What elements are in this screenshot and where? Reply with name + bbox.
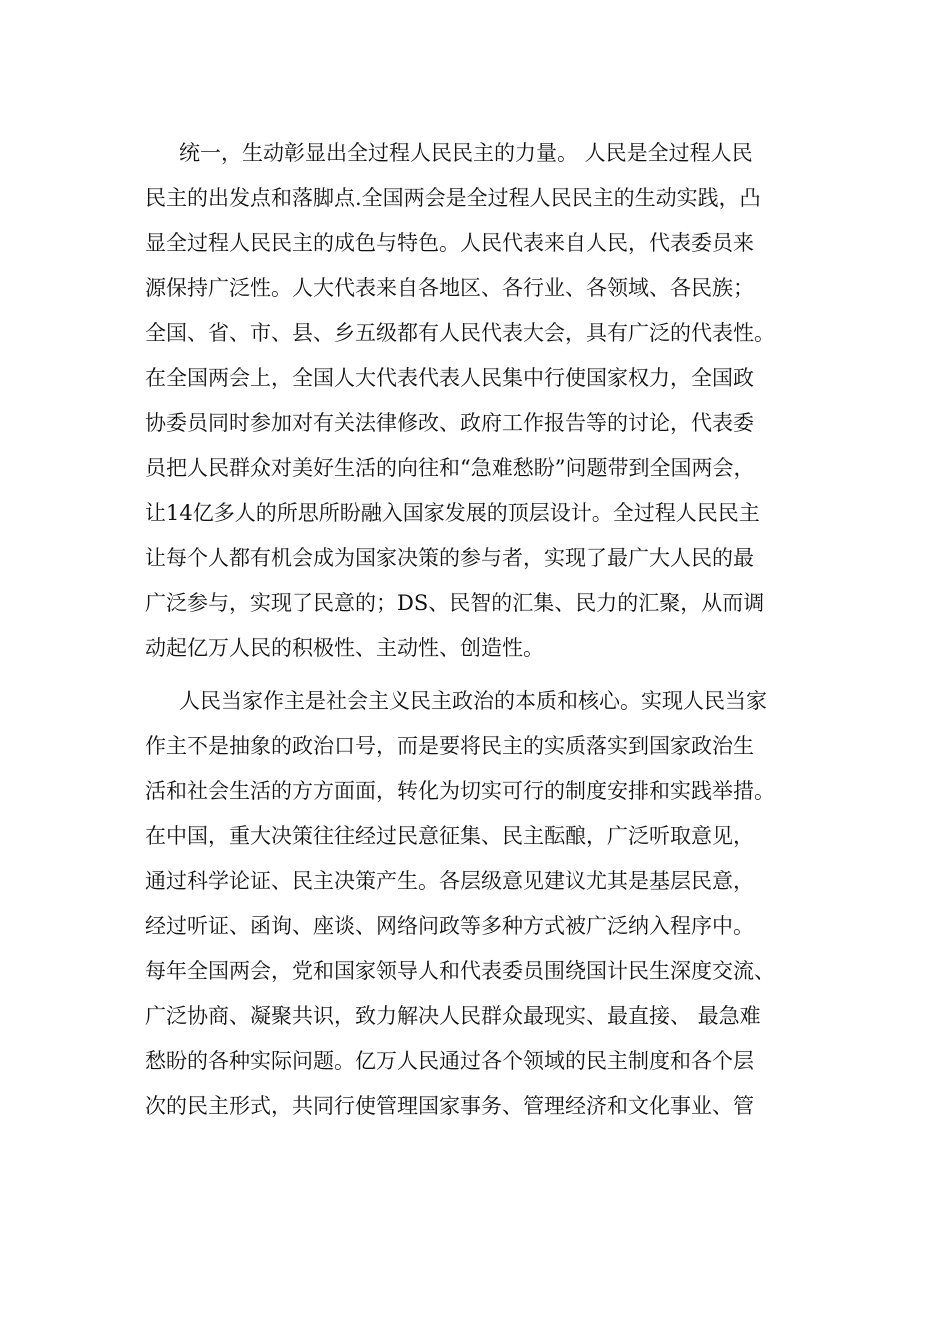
paragraph-2 [145, 679, 835, 1129]
text-line: 让14亿多人的所思所盼融入国家发展的顶层设计。全过程人民民主 [145, 501, 760, 525]
text-line: 员把人民群众对美好生活的向往和“急难愁盼”问题带到全国两会， [145, 456, 755, 480]
text-line: 统一，生动彰显出全过程人民民主的力量。 人民是全过程人民 [179, 141, 753, 165]
text-line: 通过科学论证、民主决策产生。各层级意见建议尤其是基层民意， [145, 869, 754, 893]
text-line: 广泛协商、凝聚共识，致力解决人民群众最现实、最直接、 最急难 [145, 1004, 761, 1028]
text-line: 在全国两会上，全国人大代表代表人民集中行使国家权力，全国政 [145, 366, 754, 390]
text-line: 经过听证、函询、座谈、网络问政等多种方式被广泛纳入程序中。 [145, 914, 754, 938]
text-line: 动起亿万人民的积极性、主动性、创造性。 [145, 636, 544, 660]
text-line: 在中国，重大决策往往经过民意征集、民主酝酿，广泛听取意见， [145, 824, 754, 848]
text-line: 愁盼的各种实际问题。亿万人民通过各个领域的民主制度和各个层 [145, 1049, 754, 1073]
text-line: 作主不是抽象的政治口号，而是要将民主的实质落实到国家政治生 [145, 734, 754, 758]
paragraph-1 [145, 131, 835, 671]
text-line: 让每个人都有机会成为国家决策的参与者，实现了最广大人民的最 [145, 546, 754, 570]
text-line: 次的民主形式，共同行使管理国家事务、管理经济和文化事业、管 [145, 1094, 754, 1118]
text-line: 源保持广泛性。人大代表来自各地区、各行业、各领域、各民族； [145, 276, 754, 300]
text-line: 广泛参与，实现了民意的；DS、民智的汇集、民力的汇聚，从而调 [145, 591, 765, 615]
text-line: 协委员同时参加对有关法律修改、政府工作报告等的讨论，代表委 [145, 411, 754, 435]
text-line: 全国、省、市、县、乡五级都有人民代表大会，具有广泛的代表性。 [145, 321, 775, 345]
text-line: 每年全国两会，党和国家领导人和代表委员围绕国计民生深度交流、 [145, 959, 775, 983]
text-line: 民主的出发点和落脚点.全国两会是全过程人民民主的生动实践，凸 [145, 186, 761, 210]
text-line: 人民当家作主是社会主义民主政治的本质和核心。实现人民当家 [179, 689, 767, 713]
body-text [145, 131, 835, 1129]
text-line: 活和社会生活的方方面面，转化为切实可行的制度安排和实践举措。 [145, 779, 775, 803]
text-line: 显全过程人民民主的成色与特色。人民代表来自人民，代表委员来 [145, 231, 754, 255]
